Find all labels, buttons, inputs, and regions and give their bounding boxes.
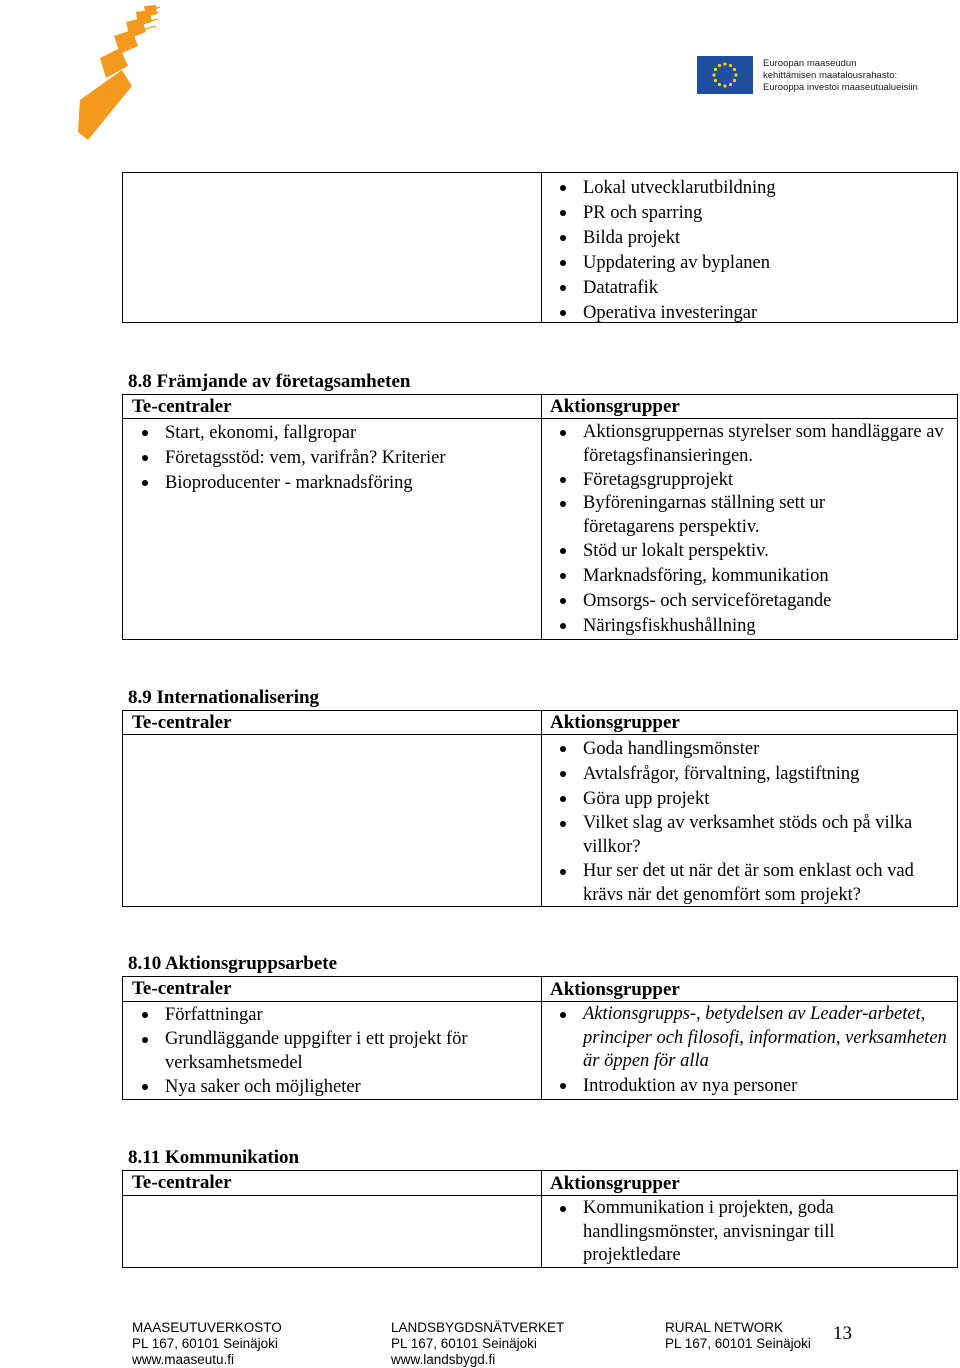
footer-org-name: LANDSBYGDSNÄTVERKET (391, 1320, 565, 1335)
column-divider (541, 977, 542, 1099)
footer-website[interactable]: www.maaseutu.fi (132, 1352, 235, 1367)
footer-org-name: RURAL NETWORK (665, 1320, 784, 1335)
list-item: Nya saker och möjligheter (133, 1075, 533, 1099)
left-list (133, 1003, 533, 1099)
column-header-te-centraler: Te-centraler (132, 396, 232, 417)
list-item: Vilket slag av verksamhet stöds och på vilka villkor? (551, 812, 951, 859)
eu-star (718, 64, 721, 67)
section-title: 8.8 Främjande av företagsamheten (128, 371, 411, 392)
list-item: Marknadsföring, kommunikation (551, 564, 951, 588)
list-item: Hur ser det ut när det är som enklast och vad krävs när det genomfört som projekt? (551, 860, 951, 907)
list-item: PR och sparring (551, 201, 951, 225)
column-divider (541, 1171, 542, 1267)
section-title: 8.11 Kommunikation (128, 1147, 300, 1168)
page-number: 13 (833, 1323, 852, 1344)
list-item: Stöd ur lokalt perspektiv. (551, 539, 951, 563)
list-item: Uppdatering av byplanen (551, 251, 951, 275)
eu-star (714, 68, 717, 71)
section-table (122, 394, 958, 640)
list-item: Företagsstöd: vem, varifrån? Kriterier (133, 446, 533, 470)
list-item: Goda handlingsmönster (551, 737, 951, 761)
continued-table (122, 172, 958, 323)
header-rule (123, 1195, 957, 1196)
list-item: Göra upp projekt (551, 787, 951, 811)
eu-star (712, 73, 715, 76)
footer-org-fi (132, 1320, 282, 1368)
footer-org-en (665, 1320, 811, 1352)
column-header-te-centraler: Te-centraler (132, 1172, 232, 1193)
column-header-aktionsgrupper: Aktionsgrupper (550, 1173, 680, 1194)
eu-funding-logo (697, 56, 947, 96)
eu-text-line-3: Eurooppa investoi maaseutualueisiin (763, 82, 918, 93)
column-divider (541, 711, 542, 906)
section-table (122, 1170, 958, 1268)
list-item (551, 1003, 951, 1074)
list-item: Datatrafik (551, 276, 951, 300)
column-divider (541, 173, 542, 322)
list-item: Avtalsfrågor, förvaltning, lagstiftning (551, 762, 951, 786)
column-header-aktionsgrupper: Aktionsgrupper (550, 979, 680, 1000)
right-list (551, 176, 951, 325)
list-item: Lokal utvecklarutbildning (551, 176, 951, 200)
right-list (551, 1003, 951, 1098)
header-rule (123, 734, 957, 735)
footer-address: PL 167, 60101 Seinäjoki (391, 1336, 537, 1351)
left-list (133, 421, 533, 495)
header-rule (123, 1001, 957, 1002)
list-item: Kommunikation i projekten, goda handlingsmönster, anvisningar till projektledare (551, 1197, 851, 1268)
footer-org-sv (391, 1320, 564, 1368)
eu-text-line-1: Euroopan maaseudun (763, 58, 857, 69)
eu-star (714, 79, 717, 82)
eu-star (733, 68, 736, 71)
list-item: Introduktion av nya personer (551, 1074, 951, 1098)
eu-flag-icon (697, 56, 753, 94)
maaseutu-logo (70, 0, 170, 145)
list-item: Start, ekonomi, fallgropar (133, 421, 533, 445)
right-list (551, 1197, 851, 1268)
list-item: Byföreningarnas ställning sett ur företagarens perspektiv. (551, 492, 863, 539)
footer-org-name: MAASEUTUVERKOSTO (132, 1320, 282, 1335)
right-list (551, 737, 951, 907)
section-title: 8.10 Aktionsgruppsarbete (128, 953, 338, 974)
column-header-te-centraler: Te-centraler (132, 978, 232, 999)
eu-text-line-2: kehittämisen maatalousrahasto: (763, 70, 898, 81)
column-header-te-centraler: Te-centraler (132, 712, 232, 733)
section-table (122, 710, 958, 907)
list-item: Operativa investeringar (551, 301, 951, 325)
section-table (122, 976, 958, 1100)
footer-address: PL 167, 60101 Seinäjoki (665, 1336, 811, 1351)
list-item: Aktionsgruppernas styrelser som handläggare av företagsfinansieringen. (551, 421, 951, 468)
eu-star (729, 83, 732, 86)
eu-star (733, 79, 736, 82)
eu-star (734, 73, 737, 76)
list-item: Bilda projekt (551, 226, 951, 250)
eu-star (729, 64, 732, 67)
section-title: 8.9 Internationalisering (128, 687, 320, 708)
list-item: Grundläggande uppgifter i ett projekt för verksamhetsmedel (133, 1028, 535, 1075)
eu-star (723, 84, 726, 87)
list-item: Näringsfiskhushållning (551, 614, 951, 638)
list-item: Omsorgs- och serviceföretagande (551, 589, 951, 613)
column-header-aktionsgrupper: Aktionsgrupper (550, 396, 680, 417)
footer-address: PL 167, 60101 Seinäjoki (132, 1336, 278, 1351)
list-item: Författningar (133, 1003, 533, 1027)
eu-star (718, 83, 721, 86)
header-rule (123, 418, 957, 419)
footer-website[interactable]: www.landsbygd.fi (391, 1352, 496, 1367)
list-item: Företagsgrupprojekt (551, 468, 951, 492)
right-list (551, 421, 951, 638)
list-item: Bioproducenter - marknadsföring (133, 471, 533, 495)
eu-star (723, 62, 726, 65)
column-header-aktionsgrupper: Aktionsgrupper (550, 712, 680, 733)
column-divider (541, 395, 542, 639)
italic-text: Aktionsgrupps-, betydelsen av Leader-arbetet, principer och filosofi, information, verksamheten är öppen för alla (583, 1004, 947, 1071)
